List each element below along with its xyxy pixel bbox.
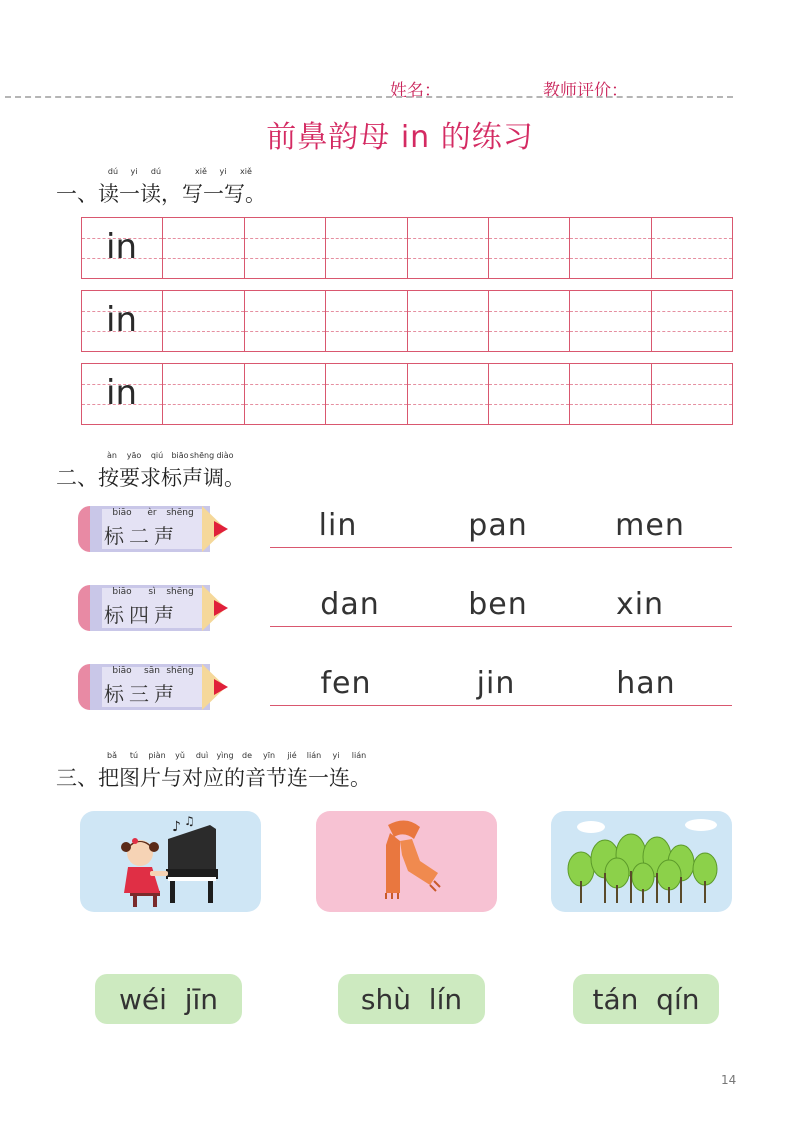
forest-trees-icon (551, 811, 732, 912)
writing-cell[interactable] (408, 218, 489, 278)
section3-ruby (0, 751, 800, 761)
writing-cell[interactable] (82, 291, 163, 351)
ruby-syllable: biāo (171, 451, 189, 460)
guide-line (326, 238, 406, 239)
page-number: 14 (721, 1073, 737, 1087)
writing-cell[interactable] (489, 291, 570, 351)
guide-line (245, 384, 325, 385)
guide-line (163, 404, 243, 405)
guide-line (326, 384, 406, 385)
svg-text:♪: ♪ (172, 819, 181, 835)
guide-line (570, 331, 650, 332)
ruby-syllable: yìng (216, 751, 234, 760)
guide-line (570, 238, 650, 239)
header-divider (5, 96, 733, 98)
syllable-ben: ben (468, 587, 528, 622)
guide-line (245, 404, 325, 405)
sample-letters: in (106, 300, 137, 340)
ruby-syllable: shēng (189, 451, 215, 460)
answer-line (270, 705, 732, 706)
guide-line (570, 384, 650, 385)
writing-cell[interactable] (326, 218, 407, 278)
writing-cell[interactable] (489, 218, 570, 278)
tone-instruction: 标二声 (104, 524, 179, 548)
guide-line (163, 384, 243, 385)
guide-line (163, 311, 243, 312)
writing-cell[interactable] (245, 218, 326, 278)
ruby-syllable: shēng (166, 666, 194, 676)
writing-cell[interactable] (82, 364, 163, 424)
ruby-syllable: yi (130, 167, 138, 176)
ruby-syllable: bǎ (107, 751, 117, 760)
guide-line (652, 331, 732, 332)
guide-line (408, 384, 488, 385)
ruby-syllable: xiě (240, 167, 252, 176)
ruby-syllable: sì (148, 587, 156, 597)
svg-text:♫: ♫ (184, 814, 195, 828)
guide-line (652, 311, 732, 312)
guide-line (408, 331, 488, 332)
writing-cell[interactable] (570, 364, 651, 424)
guide-line (326, 404, 406, 405)
syllable-lin: lin (318, 508, 358, 543)
ruby-syllable: duì (195, 751, 209, 760)
ruby-syllable: biāo (112, 587, 132, 597)
syllable-fen: fen (320, 666, 372, 701)
guide-line (408, 404, 488, 405)
writing-cell[interactable] (652, 291, 732, 351)
ruby-syllable: diào (216, 451, 234, 460)
writing-cell[interactable] (163, 364, 244, 424)
ruby-syllable: xiě (195, 167, 207, 176)
syllable-han: han (616, 666, 676, 701)
tone-instruction: 标三声 (104, 682, 179, 706)
evaluation-label: 教师评价： (543, 81, 628, 101)
writing-cell[interactable] (570, 218, 651, 278)
writing-cell[interactable] (326, 364, 407, 424)
writing-grid-row (81, 290, 733, 352)
writing-grid-row (81, 363, 733, 425)
guide-line (489, 404, 569, 405)
guide-line (245, 238, 325, 239)
guide-line (163, 331, 243, 332)
ruby-syllable: lián (306, 751, 322, 760)
writing-cell[interactable] (652, 364, 732, 424)
guide-line (163, 258, 243, 259)
answer-line (270, 626, 732, 627)
answer-line (270, 547, 732, 548)
syllable-men: men (615, 508, 685, 543)
syllable-jin: jin (476, 666, 516, 701)
ruby-syllable: sān (144, 666, 160, 676)
guide-line (652, 404, 732, 405)
guide-line (652, 384, 732, 385)
writing-cell[interactable] (326, 291, 407, 351)
ruby-syllable: àn (107, 451, 117, 460)
writing-cell[interactable] (408, 364, 489, 424)
pencil-label-third-tone (76, 662, 231, 712)
guide-line (408, 258, 488, 259)
writing-cell[interactable] (652, 218, 732, 278)
picture-card-forest[interactable] (551, 811, 732, 912)
sample-letters: in (106, 373, 137, 413)
ruby-syllable: dú (150, 167, 162, 176)
writing-cell[interactable] (570, 291, 651, 351)
guide-line (489, 258, 569, 259)
ruby-syllable: lián (351, 751, 367, 760)
guide-line (326, 258, 406, 259)
section1-heading: 一、读一读，写一写。 (56, 182, 266, 206)
guide-line (489, 311, 569, 312)
ruby-syllable: jié (287, 751, 297, 760)
guide-line (489, 384, 569, 385)
girl-playing-piano-icon (80, 811, 261, 912)
section2-heading: 二、按要求标声调。 (56, 466, 245, 490)
syllable-xin: xin (615, 587, 665, 622)
writing-cell[interactable] (245, 291, 326, 351)
ruby-syllable: yi (332, 751, 340, 760)
guide-line (570, 404, 650, 405)
ruby-syllable: yi (219, 167, 227, 176)
guide-line (326, 311, 406, 312)
ruby-syllable: piàn (148, 751, 166, 760)
writing-cell[interactable] (82, 218, 163, 278)
picture-card-piano[interactable] (80, 811, 261, 912)
ruby-syllable: qiú (150, 451, 164, 460)
syllable-dan: dan (320, 587, 380, 622)
page-title: 前鼻韵母 in 的练习 (266, 120, 534, 155)
section1-ruby (0, 167, 800, 177)
writing-cell[interactable] (408, 291, 489, 351)
writing-grid-row (81, 217, 733, 279)
ruby-syllable: biāo (112, 508, 132, 518)
tone-instruction: 标四声 (104, 603, 179, 627)
section2-ruby (0, 451, 800, 461)
guide-line (489, 331, 569, 332)
guide-line (245, 311, 325, 312)
pencil-label-second-tone (76, 504, 231, 554)
pencil-label-fourth-tone (76, 583, 231, 633)
writing-cell[interactable] (489, 364, 570, 424)
sample-letters: in (106, 227, 137, 267)
ruby-syllable: shēng (166, 508, 194, 518)
name-label: 姓名： (390, 81, 441, 101)
ruby-syllable: de (242, 751, 252, 760)
guide-line (570, 311, 650, 312)
syllable-option-wei-jin[interactable]: wéi jīn (95, 974, 242, 1024)
ruby-syllable: yīn (262, 751, 276, 760)
guide-line (326, 331, 406, 332)
ruby-syllable: yāo (126, 451, 142, 460)
ruby-syllable: shēng (166, 587, 194, 597)
writing-cell[interactable] (163, 218, 244, 278)
ruby-syllable: biāo (112, 666, 132, 676)
writing-cell[interactable] (245, 364, 326, 424)
syllable-pan: pan (468, 508, 528, 543)
guide-line (163, 238, 243, 239)
guide-line (245, 331, 325, 332)
guide-line (652, 258, 732, 259)
ruby-syllable: dú (107, 167, 119, 176)
guide-line (489, 238, 569, 239)
ruby-syllable: èr (147, 508, 157, 518)
guide-line (245, 258, 325, 259)
writing-cell[interactable] (163, 291, 244, 351)
guide-line (570, 258, 650, 259)
syllable-option-tan-qin[interactable]: tán qín (573, 974, 719, 1024)
guide-line (408, 311, 488, 312)
ruby-syllable: tú (129, 751, 139, 760)
section3-heading: 三、把图片与对应的音节连一连。 (56, 766, 371, 790)
picture-card-scarf[interactable] (316, 811, 497, 912)
ruby-syllable: yǔ (175, 751, 185, 760)
syllable-option-shu-lin[interactable]: shù lín (338, 974, 485, 1024)
scarf-icon (316, 811, 497, 912)
guide-line (652, 238, 732, 239)
guide-line (408, 238, 488, 239)
